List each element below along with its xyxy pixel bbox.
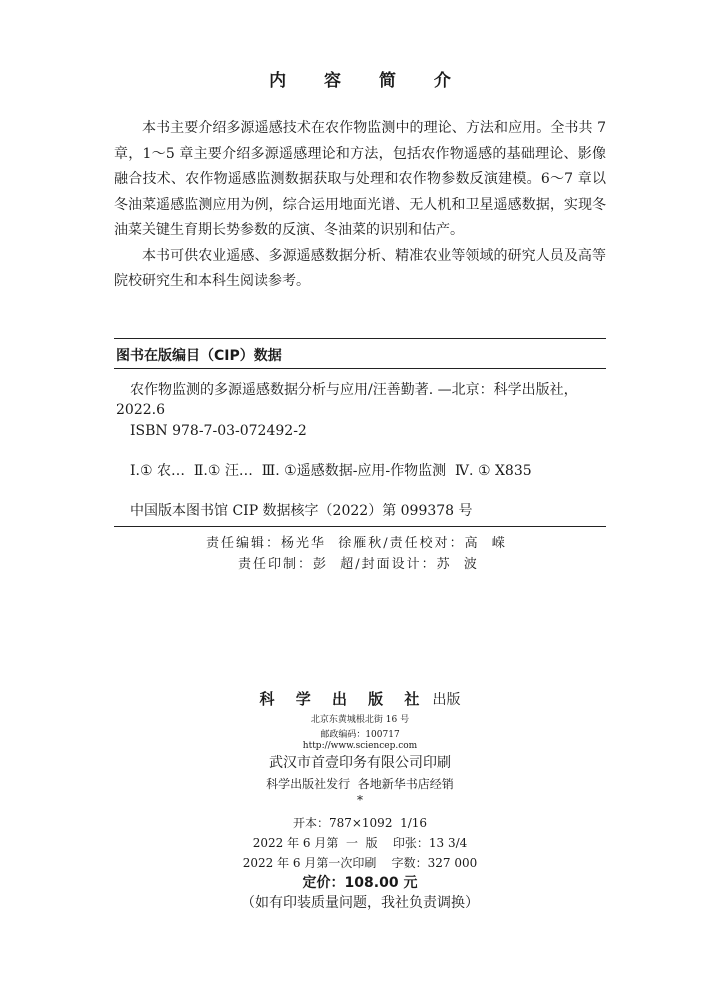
quality-notice: （如有印装质量问题，我社负责调换） <box>241 895 479 911</box>
edition-spec: 2022 年 6 月第 一 版 印张：13 3/4 <box>252 836 468 850</box>
price: 定价：108.00 元 <box>302 875 418 891</box>
publisher-name: 科 学 出 版 社 <box>259 690 428 708</box>
intro-paragraph: 本书可供农业遥感、多源遥感数据分析、精准农业等领域的研究人员及高等院校研究生和本科生阅读参考。 <box>114 247 606 289</box>
publisher-website: http://www.sciencep.com <box>302 741 418 751</box>
cip-top-rule <box>114 338 606 339</box>
cip-bottom-rule <box>114 526 606 527</box>
publisher-postcode: 邮政编码：100717 <box>320 730 400 740</box>
cip-classification: Ⅰ.① 农… Ⅱ.① 汪… Ⅲ. ①遥感数据-应用-作物监测 Ⅳ. ① X835 <box>130 463 532 479</box>
intro-body <box>114 116 606 295</box>
publisher-line <box>0 688 720 709</box>
intro-paragraph: 本书主要介绍多源遥感技术在农作物监测中的理论、方法和应用。全书共 7 章，1～5 章主要介绍多源遥感理论和方法，包括农作物遥感的基础理论、影像融合技术、农作物遥感监测数据获取与处理和农作物参数反演建模。6～7 章以冬油菜遥感监测应用为例，综合运用地面光谱、无人机和卫星遥感数据，实现冬油菜关键生育期长势参数的反演、冬油菜的识别和估产。 <box>114 120 606 238</box>
page-title: 内 容 简 介 <box>269 71 467 91</box>
separator-star: * <box>357 793 363 807</box>
staff-production: 责任印制：彭 超/封面设计：苏 波 <box>238 557 479 572</box>
printing-spec: 2022 年 6 月第一次印刷 字数：327 000 <box>242 856 478 870</box>
cip-heading: 图书在版编目（CIP）数据 <box>116 348 282 364</box>
distribution: 科学出版社发行 各地新华书店经销 <box>266 777 454 791</box>
cip-isbn: ISBN 978-7-03-072492-2 <box>130 423 307 439</box>
staff-editors: 责任编辑：杨光华 徐雁秋/责任校对：高 嵘 <box>206 536 507 551</box>
format-spec: 开本：787×1092 1/16 <box>292 816 428 830</box>
printer: 武汉市首壹印务有限公司印刷 <box>269 755 451 771</box>
cip-approval: 中国版本图书馆 CIP 数据核字（2022）第 099378 号 <box>130 503 473 519</box>
publisher-address: 北京东黄城根北街 16 号 <box>310 715 410 725</box>
publisher-suffix: 出版 <box>432 692 461 708</box>
cip-book-record: 农作物监测的多源遥感数据分析与应用/汪善勤著. —北京：科学出版社，2022.6 <box>116 382 578 418</box>
cip-heading-rule <box>114 368 606 369</box>
